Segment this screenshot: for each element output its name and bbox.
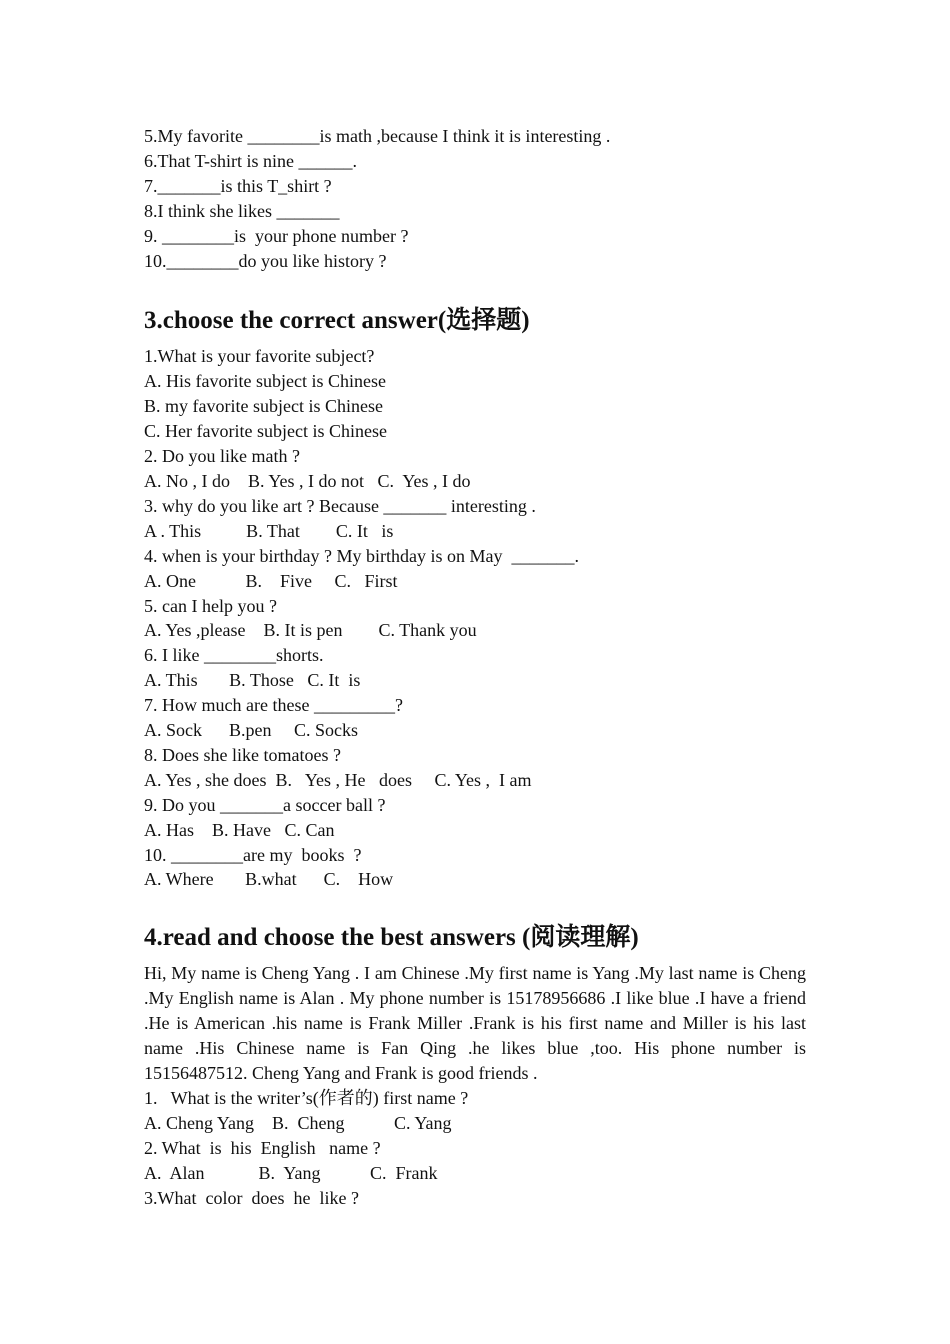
question-10: 10. ________are my books ?: [144, 844, 362, 865]
question-3: 3. why do you like art ? Because _______ interesting .: [144, 495, 536, 516]
question-1-option-a: A. His favorite subject is Chinese: [144, 371, 386, 392]
reading-passage: Hi, My name is Cheng Yang . I am Chinese .My first name is Yang .My last name is Cheng .My English name is Alan . My phone number is 15178956686 .I like blue .I have a friend .He is American .his name is Frank Miller .Frank is his first name and Miller is his last name .His Chinese name is Fan Qing .he likes blue ,too. His phone number is 15156487512. Cheng Yang and Frank is good friends .: [144, 963, 806, 1083]
fill-in-item-10: 10.________do you like history ?: [144, 250, 387, 271]
question-2: 2. Do you like math ?: [144, 446, 300, 467]
question-5: 5. can I help you ?: [144, 595, 277, 616]
section4-questions: [144, 1086, 806, 1211]
fill-in-item-8: 8.I think she likes _______: [144, 200, 340, 221]
question-6-options: A. This B. Those C. It is: [144, 670, 361, 691]
section2-fill-in-items: [144, 124, 806, 273]
question-9: 9. Do you _______a soccer ball ?: [144, 794, 386, 815]
question-6: 6. I like ________shorts.: [144, 645, 324, 666]
question-10-options: A. Where B.what C. How: [144, 869, 394, 890]
question-1-option-b: B. my favorite subject is Chinese: [144, 396, 383, 417]
question-8: 8. Does she like tomatoes ?: [144, 744, 341, 765]
section3-heading: 3.choose the correct answer(选择题): [144, 307, 530, 335]
question-9-options: A. Has B. Have C. Can: [144, 819, 335, 840]
question-1: 1.What is your favorite subject?: [144, 346, 375, 367]
reading-question-3: 3.What color does he like ?: [144, 1187, 359, 1208]
question-4-options: A. One B. Five C. First: [144, 570, 398, 591]
question-1-option-c: C. Her favorite subject is Chinese: [144, 421, 387, 442]
reading-question-1-options: A. Cheng Yang B. Cheng C. Yang: [144, 1112, 452, 1133]
question-5-options: A. Yes ,please B. It is pen C. Thank you: [144, 620, 477, 641]
fill-in-item-9: 9. ________is your phone number ?: [144, 225, 409, 246]
question-2-options: A. No , I do B. Yes , I do not C. Yes , I do: [144, 470, 471, 491]
question-3-options: A . This B. That C. It is: [144, 520, 394, 541]
question-7: 7. How much are these _________?: [144, 695, 403, 716]
reading-question-2: 2. What is his English name ?: [144, 1137, 381, 1158]
section4-heading: 4.read and choose the best answers (阅读理解): [144, 924, 639, 952]
reading-question-1: 1. What is the writer’s(作者的) first name ?: [144, 1087, 469, 1108]
fill-in-item-6: 6.That T-shirt is nine ______.: [144, 150, 357, 171]
fill-in-item-5: 5.My favorite ________is math ,because I think it is interesting .: [144, 126, 611, 146]
question-7-options: A. Sock B.pen C. Socks: [144, 720, 359, 741]
document-content: [144, 124, 806, 1210]
question-8-options: A. Yes , she does B. Yes , He does C. Yes , I am: [144, 769, 532, 790]
reading-question-2-options: A. Alan B. Yang C. Frank: [144, 1162, 438, 1183]
fill-in-item-7: 7._______is this T_shirt ?: [144, 175, 332, 196]
section3-questions: [144, 344, 806, 892]
question-4: 4. when is your birthday ? My birthday is on May _______.: [144, 545, 579, 566]
